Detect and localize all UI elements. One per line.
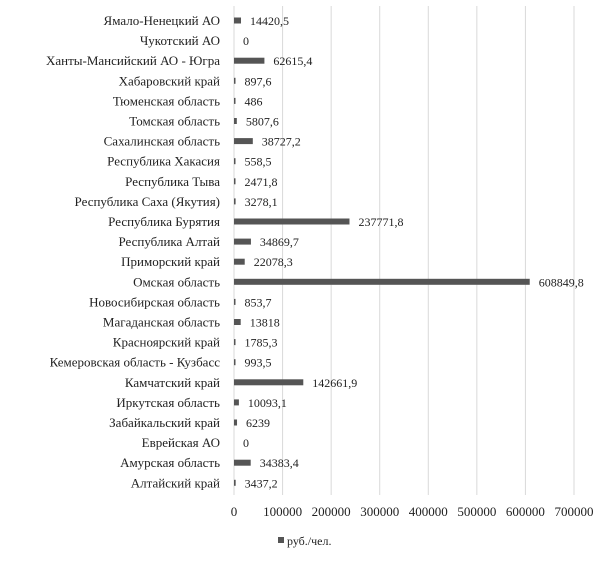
data-label: 10093,1: [247, 395, 287, 410]
category-label: Приморский край: [121, 254, 220, 270]
data-label: 38727,2: [261, 134, 301, 149]
value-labels: [243, 14, 584, 490]
category-labels: [46, 13, 220, 490]
data-label: 0: [243, 436, 249, 451]
category-label: Чукотский АО: [139, 33, 220, 49]
x-tick-label: 200000: [311, 504, 351, 519]
bar: [234, 299, 236, 305]
data-label: 558,5: [244, 154, 272, 169]
bars: [234, 18, 530, 486]
category-label: Омская область: [133, 274, 220, 290]
category-label: Забайкальский край: [109, 415, 220, 430]
data-label: 0: [243, 34, 249, 49]
bar: [234, 279, 530, 285]
x-tick-label: 500000: [457, 504, 497, 519]
category-label: Томская область: [129, 113, 220, 129]
data-label: 237771,8: [358, 215, 404, 229]
category-label: Иркутская область: [116, 394, 220, 410]
x-tick-label: 100000: [263, 504, 303, 519]
x-tick-label: 400000: [408, 504, 448, 519]
bar: [234, 198, 236, 204]
data-label: 34383,4: [259, 456, 299, 471]
bar: [234, 460, 251, 466]
category-label: Новосибирская область: [89, 294, 220, 310]
category-label: Сахалинская область: [103, 133, 220, 149]
category-label: Ямало-Ненецкий АО: [103, 13, 220, 28]
bar: [234, 18, 241, 24]
category-label: Республика Бурятия: [108, 214, 220, 229]
bar: [234, 259, 245, 265]
x-tick-label: 300000: [360, 504, 400, 519]
data-label: 13818: [249, 315, 280, 330]
legend-swatch: [278, 537, 284, 543]
category-label: Магаданская область: [102, 314, 220, 330]
category-label: Еврейская АО: [141, 435, 220, 451]
data-label: 993,5: [244, 355, 272, 370]
data-label: 897,6: [244, 74, 272, 89]
data-label: 3278,1: [244, 194, 278, 209]
x-tick-label: 0: [230, 504, 238, 519]
category-label: Алтайский край: [130, 475, 220, 491]
data-label: 22078,3: [253, 255, 293, 270]
data-label: 142661,9: [312, 375, 358, 390]
grid-layer: [234, 6, 574, 495]
legend: [278, 534, 331, 548]
data-label: 5807,6: [245, 114, 279, 129]
category-label: Республика Алтай: [118, 234, 220, 250]
bar: [234, 339, 236, 345]
category-label: Республика Саха (Якутия): [74, 193, 220, 209]
category-label: Республика Хакасия: [107, 153, 220, 169]
category-label: Красноярский край: [112, 334, 220, 350]
bar: [234, 319, 241, 325]
x-tick-label: 700000: [554, 504, 594, 519]
data-label: 14420,5: [250, 14, 290, 28]
bar: [234, 58, 264, 64]
bar: [234, 359, 236, 365]
category-label: Камчатский край: [124, 374, 220, 390]
data-label: 2471,8: [244, 174, 278, 189]
data-label: 34869,7: [259, 235, 299, 250]
bar: [234, 98, 236, 104]
x-axis-ticks: [231, 504, 594, 519]
bar: [234, 399, 239, 405]
data-label: 608849,8: [538, 275, 584, 290]
bar: [234, 420, 237, 426]
legend-label: руб./чел.: [287, 534, 332, 548]
bar: [234, 239, 251, 245]
bar: [234, 178, 236, 184]
bar: [234, 379, 303, 385]
category-label: Хабаровский край: [118, 73, 220, 89]
data-label: 853,7: [244, 295, 272, 310]
data-label: 62615,4: [273, 54, 313, 69]
category-label: Тюменская область: [112, 93, 220, 109]
bar: [234, 480, 236, 486]
category-label: Республика Тыва: [125, 173, 220, 189]
data-label: 486: [244, 94, 263, 109]
data-label: 1785,3: [244, 335, 278, 350]
bar: [234, 138, 253, 144]
x-tick-label: 600000: [505, 504, 545, 519]
bar: [234, 158, 236, 164]
bar: [234, 219, 349, 225]
category-label: Амурская область: [120, 455, 220, 471]
bar: [234, 118, 237, 124]
category-label: Ханты-Мансийский АО - Югра: [45, 53, 220, 69]
data-label: 3437,2: [244, 476, 278, 491]
bar: [234, 78, 236, 84]
category-label: Кемеровская область - Кузбасс: [49, 354, 220, 370]
data-label: 6239: [246, 416, 271, 430]
